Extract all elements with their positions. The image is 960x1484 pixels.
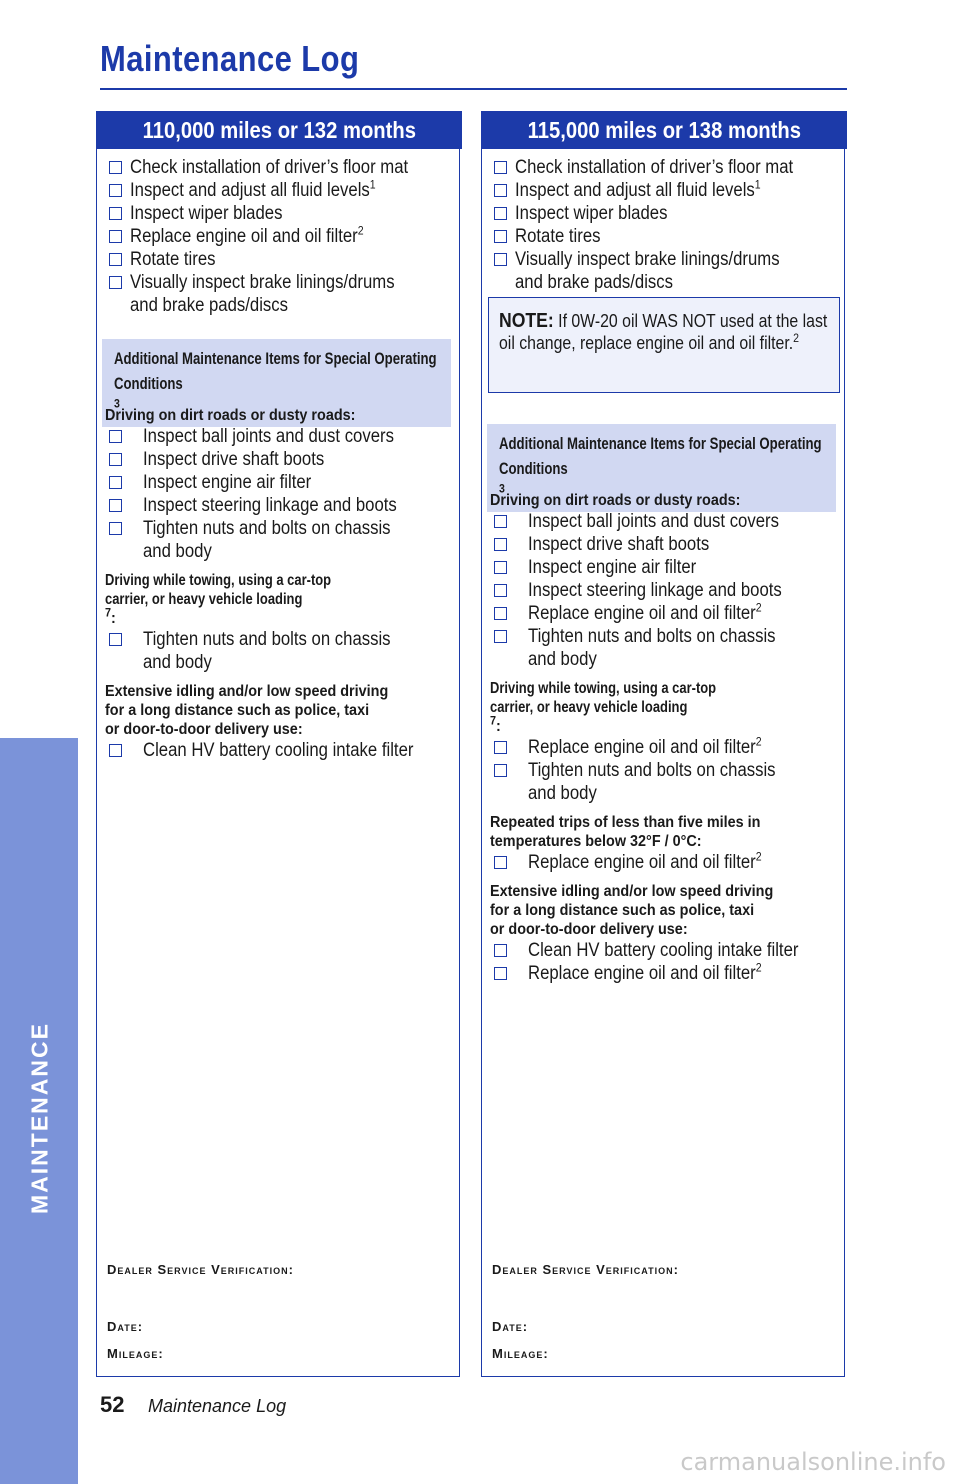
checklist-item[interactable]: Replace engine oil and oil filter$^2$ xyxy=(490,851,840,874)
checkbox-icon[interactable] xyxy=(494,856,507,869)
checklist-item[interactable]: Inspect wiper blades xyxy=(105,202,455,225)
checkbox-icon[interactable] xyxy=(494,630,507,643)
checklist-item[interactable]: Clean HV battery cooling intake filter xyxy=(105,739,455,762)
checklist-item[interactable]: Inspect and adjust all fluid levels$^1$ xyxy=(105,179,455,202)
checklist-item[interactable]: Rotate tires xyxy=(490,225,840,248)
special-conditions xyxy=(490,487,840,985)
checkbox-icon[interactable] xyxy=(494,538,507,551)
checkbox-icon[interactable] xyxy=(494,161,507,174)
interval-panel-110000 xyxy=(96,111,460,1377)
interval-panel-115000 xyxy=(481,111,845,1377)
checklist-item[interactable]: Tighten nuts and bolts on chassis and body xyxy=(105,517,455,563)
title-divider xyxy=(100,88,847,90)
checkbox-icon[interactable] xyxy=(109,430,122,443)
checklist-item[interactable]: Tighten nuts and bolts on chassis and body xyxy=(490,625,840,671)
checkbox-icon[interactable] xyxy=(494,253,507,266)
checkbox-icon[interactable] xyxy=(494,230,507,243)
checkbox-icon[interactable] xyxy=(494,184,507,197)
checklist-item[interactable]: Inspect ball joints and dust covers xyxy=(105,425,455,448)
checkbox-icon[interactable] xyxy=(109,184,122,197)
checklist-item[interactable]: Check installation of driver’s floor mat xyxy=(490,156,840,179)
condition-heading: Driving while towing, using a car-top carrier, or heavy vehicle loading$^7$: xyxy=(105,572,332,627)
checklist xyxy=(105,156,455,317)
checklist-item[interactable]: Tighten nuts and bolts on chassis and body xyxy=(105,628,455,674)
checkbox-icon[interactable] xyxy=(109,499,122,512)
checklist-item[interactable]: Replace engine oil and oil filter$^2$ xyxy=(490,602,840,625)
checklist-item[interactable]: Check installation of driver’s floor mat xyxy=(105,156,455,179)
checkbox-icon[interactable] xyxy=(494,207,507,220)
additional-items-heading: Additional Maintenance Items for Special Operating Conditions$^3$ xyxy=(487,424,836,512)
date-label: Date: xyxy=(107,1319,144,1334)
checklist-item[interactable]: Replace engine oil and oil filter$^2$ xyxy=(105,225,455,248)
checkbox-icon[interactable] xyxy=(109,230,122,243)
checkbox-icon[interactable] xyxy=(109,253,122,266)
checkbox-icon[interactable] xyxy=(109,476,122,489)
condition-heading: Driving while towing, using a car-top carrier, or heavy vehicle loading$^7$: xyxy=(490,680,717,735)
checkbox-icon[interactable] xyxy=(109,161,122,174)
checklist-item[interactable]: Inspect steering linkage and boots xyxy=(490,579,840,602)
checkbox-icon[interactable] xyxy=(109,453,122,466)
condition-heading: Repeated trips of less than five miles in temperatures below 32°F / 0°C: xyxy=(490,814,761,850)
checklist-item[interactable]: Tighten nuts and bolts on chassis and body xyxy=(490,759,840,805)
checkbox-icon[interactable] xyxy=(494,764,507,777)
page-number: 52 xyxy=(100,1392,125,1417)
checklist-item[interactable]: Inspect wiper blades xyxy=(490,202,840,225)
checkbox-icon[interactable] xyxy=(109,276,122,289)
checklist-item[interactable]: Visually inspect brake linings/drums and brake pads/discs xyxy=(490,248,840,294)
interval-header: 110,000 miles or 132 months xyxy=(96,111,462,149)
note-text: If 0W-20 oil WAS NOT used at the last oil change, replace engine oil and oil filter. xyxy=(499,311,828,353)
interval-header: 115,000 miles or 138 months xyxy=(481,111,847,149)
mileage-label: Mileage: xyxy=(107,1346,164,1361)
condition-heading: Extensive idling and/or low speed driving for a long distance such as police, taxi or door-to-door delivery use: xyxy=(490,883,774,938)
oil-note-box: NOTE: If 0W-20 oil WAS NOT used at the last oil change, replace engine oil and oil filter.$^2$ xyxy=(488,297,840,393)
checklist-item[interactable]: Visually inspect brake linings/drums and brake pads/discs xyxy=(105,271,455,317)
section-side-tab xyxy=(0,738,78,1484)
note-label: NOTE: xyxy=(499,310,554,332)
checklist-item[interactable]: Replace engine oil and oil filter$^2$ xyxy=(490,962,840,985)
mileage-label: Mileage: xyxy=(492,1346,549,1361)
checklist-item[interactable]: Inspect engine air filter xyxy=(490,556,840,579)
condition-heading: Driving on dirt roads or dusty roads: xyxy=(490,492,741,509)
checkbox-icon[interactable] xyxy=(494,515,507,528)
checkbox-icon[interactable] xyxy=(109,207,122,220)
checklist-item[interactable]: Inspect engine air filter xyxy=(105,471,455,494)
checkbox-icon[interactable] xyxy=(109,633,122,646)
checklist-item[interactable]: Inspect steering linkage and boots xyxy=(105,494,455,517)
dealer-verification-label: Dealer Service Verification: xyxy=(492,1262,679,1277)
checklist-item[interactable]: Inspect drive shaft boots xyxy=(490,533,840,556)
condition-heading: Extensive idling and/or low speed driving for a long distance such as police, taxi or door-to-door delivery use: xyxy=(105,683,389,738)
checkbox-icon[interactable] xyxy=(494,561,507,574)
checkbox-icon[interactable] xyxy=(494,584,507,597)
watermark: carmanualsonline.info xyxy=(680,1448,946,1476)
checkbox-icon[interactable] xyxy=(494,944,507,957)
page-title: Maintenance Log xyxy=(100,38,360,79)
checklist-item[interactable]: Replace engine oil and oil filter$^2$ xyxy=(490,736,840,759)
additional-items-heading: Additional Maintenance Items for Special Operating Conditions$^3$ xyxy=(102,339,451,427)
dealer-verification-label: Dealer Service Verification: xyxy=(107,1262,294,1277)
checklist-item[interactable]: Inspect ball joints and dust covers xyxy=(490,510,840,533)
checklist-item[interactable]: Inspect drive shaft boots xyxy=(105,448,455,471)
checklist-item[interactable]: Clean HV battery cooling intake filter xyxy=(490,939,840,962)
checkbox-icon[interactable] xyxy=(494,967,507,980)
side-tab-label: MAINTENANCE xyxy=(26,1022,53,1214)
footer-section-title: Maintenance Log xyxy=(148,1396,287,1416)
checklist xyxy=(490,156,840,294)
checkbox-icon[interactable] xyxy=(494,607,507,620)
checkbox-icon[interactable] xyxy=(494,741,507,754)
checkbox-icon[interactable] xyxy=(109,744,122,757)
checklist-item[interactable]: Inspect and adjust all fluid levels$^1$ xyxy=(490,179,840,202)
special-conditions xyxy=(105,402,455,762)
checklist-item[interactable]: Rotate tires xyxy=(105,248,455,271)
checkbox-icon[interactable] xyxy=(109,522,122,535)
condition-heading: Driving on dirt roads or dusty roads: xyxy=(105,407,356,424)
date-label: Date: xyxy=(492,1319,529,1334)
